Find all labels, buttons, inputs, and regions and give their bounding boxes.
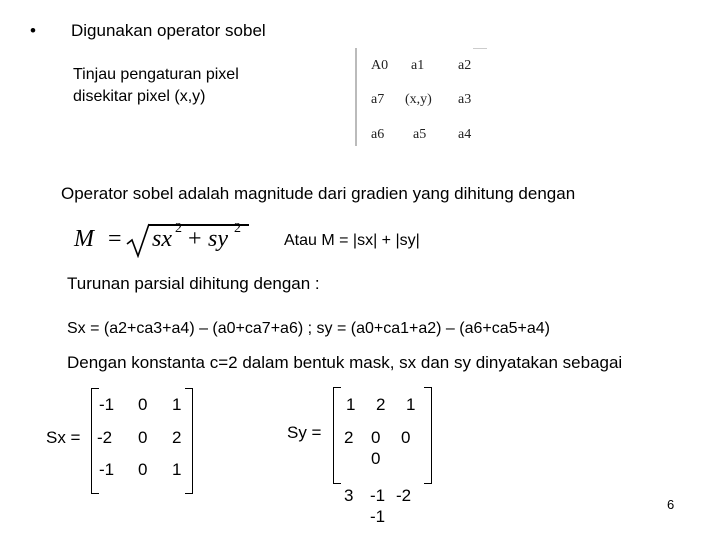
grid-cell: A0 — [371, 58, 389, 73]
formula-lhs: M — [74, 226, 94, 252]
sx-cell: -2 — [97, 428, 113, 447]
sy-cell: -2 — [396, 486, 412, 505]
sy-cell: 0 — [401, 428, 411, 447]
sy-label: Sy = — [287, 423, 322, 442]
intro-line-2: disekitar pixel (x,y) — [73, 88, 206, 105]
sqrt-sign — [126, 222, 150, 258]
sx-cell: 1 — [172, 395, 182, 414]
sy-cell: 1 — [406, 395, 416, 414]
formula-sx-exp: 2 — [175, 221, 182, 236]
constant-sentence: Dengan konstanta c=2 dalam bentuk mask, sx dan sy dinyatakan sebagai — [67, 353, 623, 372]
grid-cell: a1 — [411, 58, 425, 73]
sy-cell: 0 — [371, 449, 381, 468]
grid-cell: (x,y) — [405, 92, 432, 107]
sy-cell: -1 — [370, 507, 386, 526]
sx-cell: 0 — [138, 428, 148, 447]
slide-title: Digunakan operator sobel — [71, 21, 266, 40]
sx-cell: 1 — [172, 460, 182, 479]
formula-equals: = — [108, 226, 122, 252]
grid-top-border — [473, 48, 487, 49]
sobel-sentence: Operator sobel adalah magnitude dari gradien yang dihitung dengan — [61, 184, 576, 203]
intro-line-1: Tinjau pengaturan pixel — [73, 66, 239, 83]
grid-cell: a3 — [458, 92, 472, 107]
sy-cell: 3 — [344, 486, 354, 505]
sy-cell: 1 — [346, 395, 356, 414]
grid-cell: a5 — [413, 127, 427, 142]
sx-cell: 0 — [138, 460, 148, 479]
formula-sx: sx — [152, 226, 172, 252]
sx-label: Sx = — [46, 428, 81, 447]
pixel-neighbourhood-grid — [355, 48, 487, 146]
grid-cell: a7 — [371, 92, 385, 107]
grid-cell: a2 — [458, 58, 472, 73]
page-number: 6 — [667, 497, 675, 512]
grid-cell: a4 — [458, 127, 472, 142]
sx-cell: -1 — [99, 460, 115, 479]
alt-formula: Atau M = |sx| + |sy| — [284, 232, 420, 249]
sy-left-bracket — [333, 387, 341, 484]
sx-right-bracket — [185, 388, 193, 494]
bullet: • — [30, 21, 36, 40]
sy-cell: -1 — [370, 486, 386, 505]
sx-cell: 2 — [172, 428, 182, 447]
formula-sy-exp: 2 — [234, 221, 241, 236]
formula-plus: + — [188, 226, 202, 252]
sy-right-bracket — [424, 387, 432, 484]
sy-cell: 2 — [344, 428, 354, 447]
sx-cell: -1 — [99, 395, 115, 414]
formula-sy: sy — [208, 226, 228, 252]
sy-cell: 2 — [376, 395, 386, 414]
sx-cell: 0 — [138, 395, 148, 414]
sy-cell: 0 — [371, 428, 381, 447]
grid-left-border — [355, 48, 357, 146]
partial-heading: Turunan parsial dihitung dengan : — [67, 274, 320, 293]
partial-equation: Sx = (a2+ca3+a4) – (a0+ca7+a6) ; sy = (a0+ca1+a2) – (a6+ca5+a4) — [67, 320, 550, 337]
grid-cell: a6 — [371, 127, 385, 142]
